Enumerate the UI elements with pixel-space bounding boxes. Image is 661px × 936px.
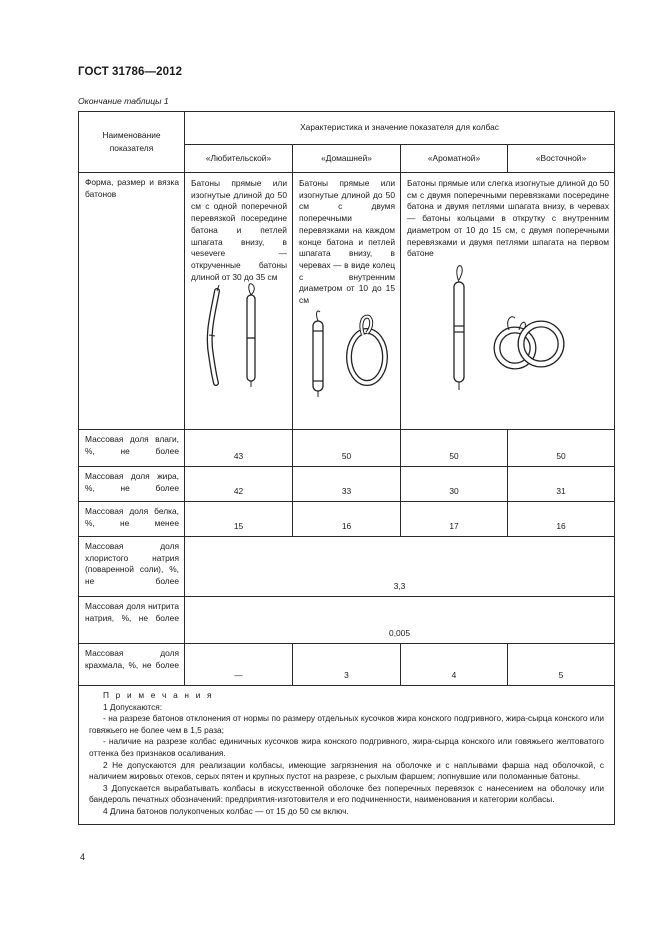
document-header: ГОСТ 31786—2012 [78,66,183,78]
table-row-nitrite [79,597,615,644]
row-label-starch: Массовая доля крахмала, %, не более [79,644,185,686]
value-cell: 15 [185,502,293,537]
cell-form-lubitelskaya [185,173,293,430]
note-item: 3 Допускается вырабатывать колбасы в искусственной оболочке без поперечных перевязок с нанесением на оболочку или бандероль печатных обозначений: предприятия-изготовителя и его подчиненности, наименования и категории колбасы. [89,782,605,805]
note-item: 2 Не допускаются для реализации колбасы, имеющие загрязнения на оболочке и с наплывами фарша над оболочкой, с наличием жировых отеков, серых пятен и крупных пустот на разрезе, с рыхлым фаршем; лопнувшие или поломанные батоны. [89,759,605,782]
value-cell: 31 [508,467,615,502]
table-row [79,502,615,537]
row-label-salt: Массовая доля хлористого натрия (поваренной соли), %, не более [79,537,185,597]
note-item: - наличие на разрезе колбас единичных кусочков жира конского подгривного, жира-сырца конского или говяжьего желтоватого оттенка без признаков осаливания. [89,736,605,758]
form-desc-aromat-vostoch: Батоны прямые или слегка изогнутые длиной до 50 см с двумя поперечными перевязками посередине батона и двумя петлями шпагата внизу, в черевах — батоны кольцами в открутку с внутренним диаметром от 10 до 15 см, с двумя поперечными перевязками и двумя петлями шпагата на первом батоне [407,178,610,259]
value-cell: 50 [508,430,615,467]
column-header-lubitelskaya: «Любительской» [185,145,293,173]
column-header-aromatnaya: «Ароматной» [401,145,508,173]
value-cell: 33 [293,467,401,502]
row-label-nitrite: Массовая доля нитрита натрия, %, не более [79,597,185,644]
column-header-name: Наименование показателя [79,112,185,173]
table-row-starch [79,644,615,686]
value-cell: 4 [401,644,508,686]
page-number: 4 [80,852,86,862]
value-cell-salt: 3,3 [185,537,615,597]
table-row-notes [79,686,615,825]
value-cell: 16 [508,502,615,537]
characteristics-table [78,111,615,825]
value-cell: 50 [401,430,508,467]
value-cell-nitrite: 0,005 [185,597,615,644]
value-cell: 17 [401,502,508,537]
sausage-ring-icon [297,307,397,401]
value-cell: 5 [508,644,615,686]
value-cell: 50 [293,430,401,467]
table-caption: Окончание таблицы 1 [78,96,169,106]
notes-cell [79,686,615,825]
column-header-characteristic: Характеристика и значение показателя для колбас [185,112,615,145]
sausage-rings-pair-icon [401,260,615,400]
value-cell: 42 [185,467,293,502]
column-header-vostochnaya: «Восточной» [508,145,615,173]
row-label-protein: Массовая доля белка, %, не менее [79,502,185,537]
row-label-fat: Массовая доля жира, %, не более [79,467,185,502]
notes-title: П р и м е ч а н и я [103,690,214,700]
table-row [79,430,615,467]
value-cell: 30 [401,467,508,502]
cell-form-aromat-vostoch [401,173,615,430]
note-item: 4 Длина батонов полукопченых колбас — от 15 до 50 см включ. [103,805,349,816]
table-row-salt [79,537,615,597]
value-cell: 16 [293,502,401,537]
value-cell: 3 [293,644,401,686]
note-item: - на разрезе батонов отклонения от нормы по размеру отдельных кусочков жира конского подгривного, жира-сырца конского или говяжьего не более чем в 1,5 раза; [89,713,605,735]
value-cell: — [185,644,293,686]
value-cell: 43 [185,430,293,467]
row-label-form: Форма, размер и вязка батонов [79,173,185,430]
table-row-form [79,173,615,430]
form-desc-lubitelskaya: Батоны прямые или изогнутые длиной до 50 см с одной поперечной перевязкой посередине батона и петлей шпагата внизу, в чеsevere — открученные батоны длиной от 30 до 35 см [191,178,287,282]
cell-form-domashnyaya [293,173,401,430]
column-header-domashnyaya: «Домашней» [293,145,401,173]
row-label-moisture: Массовая доля влаги, %, не более [79,430,185,467]
sausage-curved-icon [189,283,289,391]
table-row [79,467,615,502]
form-desc-domashnyaya: Батоны прямые или изогнутые длиной до 50 см с двумя поперечными перевязками на каждом конце батона и петлей шпагата внизу, в черевах — в виде колец с внутренним диаметром от 10 до 15 см [299,178,395,306]
note-item: 1 Допускаются: [103,701,163,712]
